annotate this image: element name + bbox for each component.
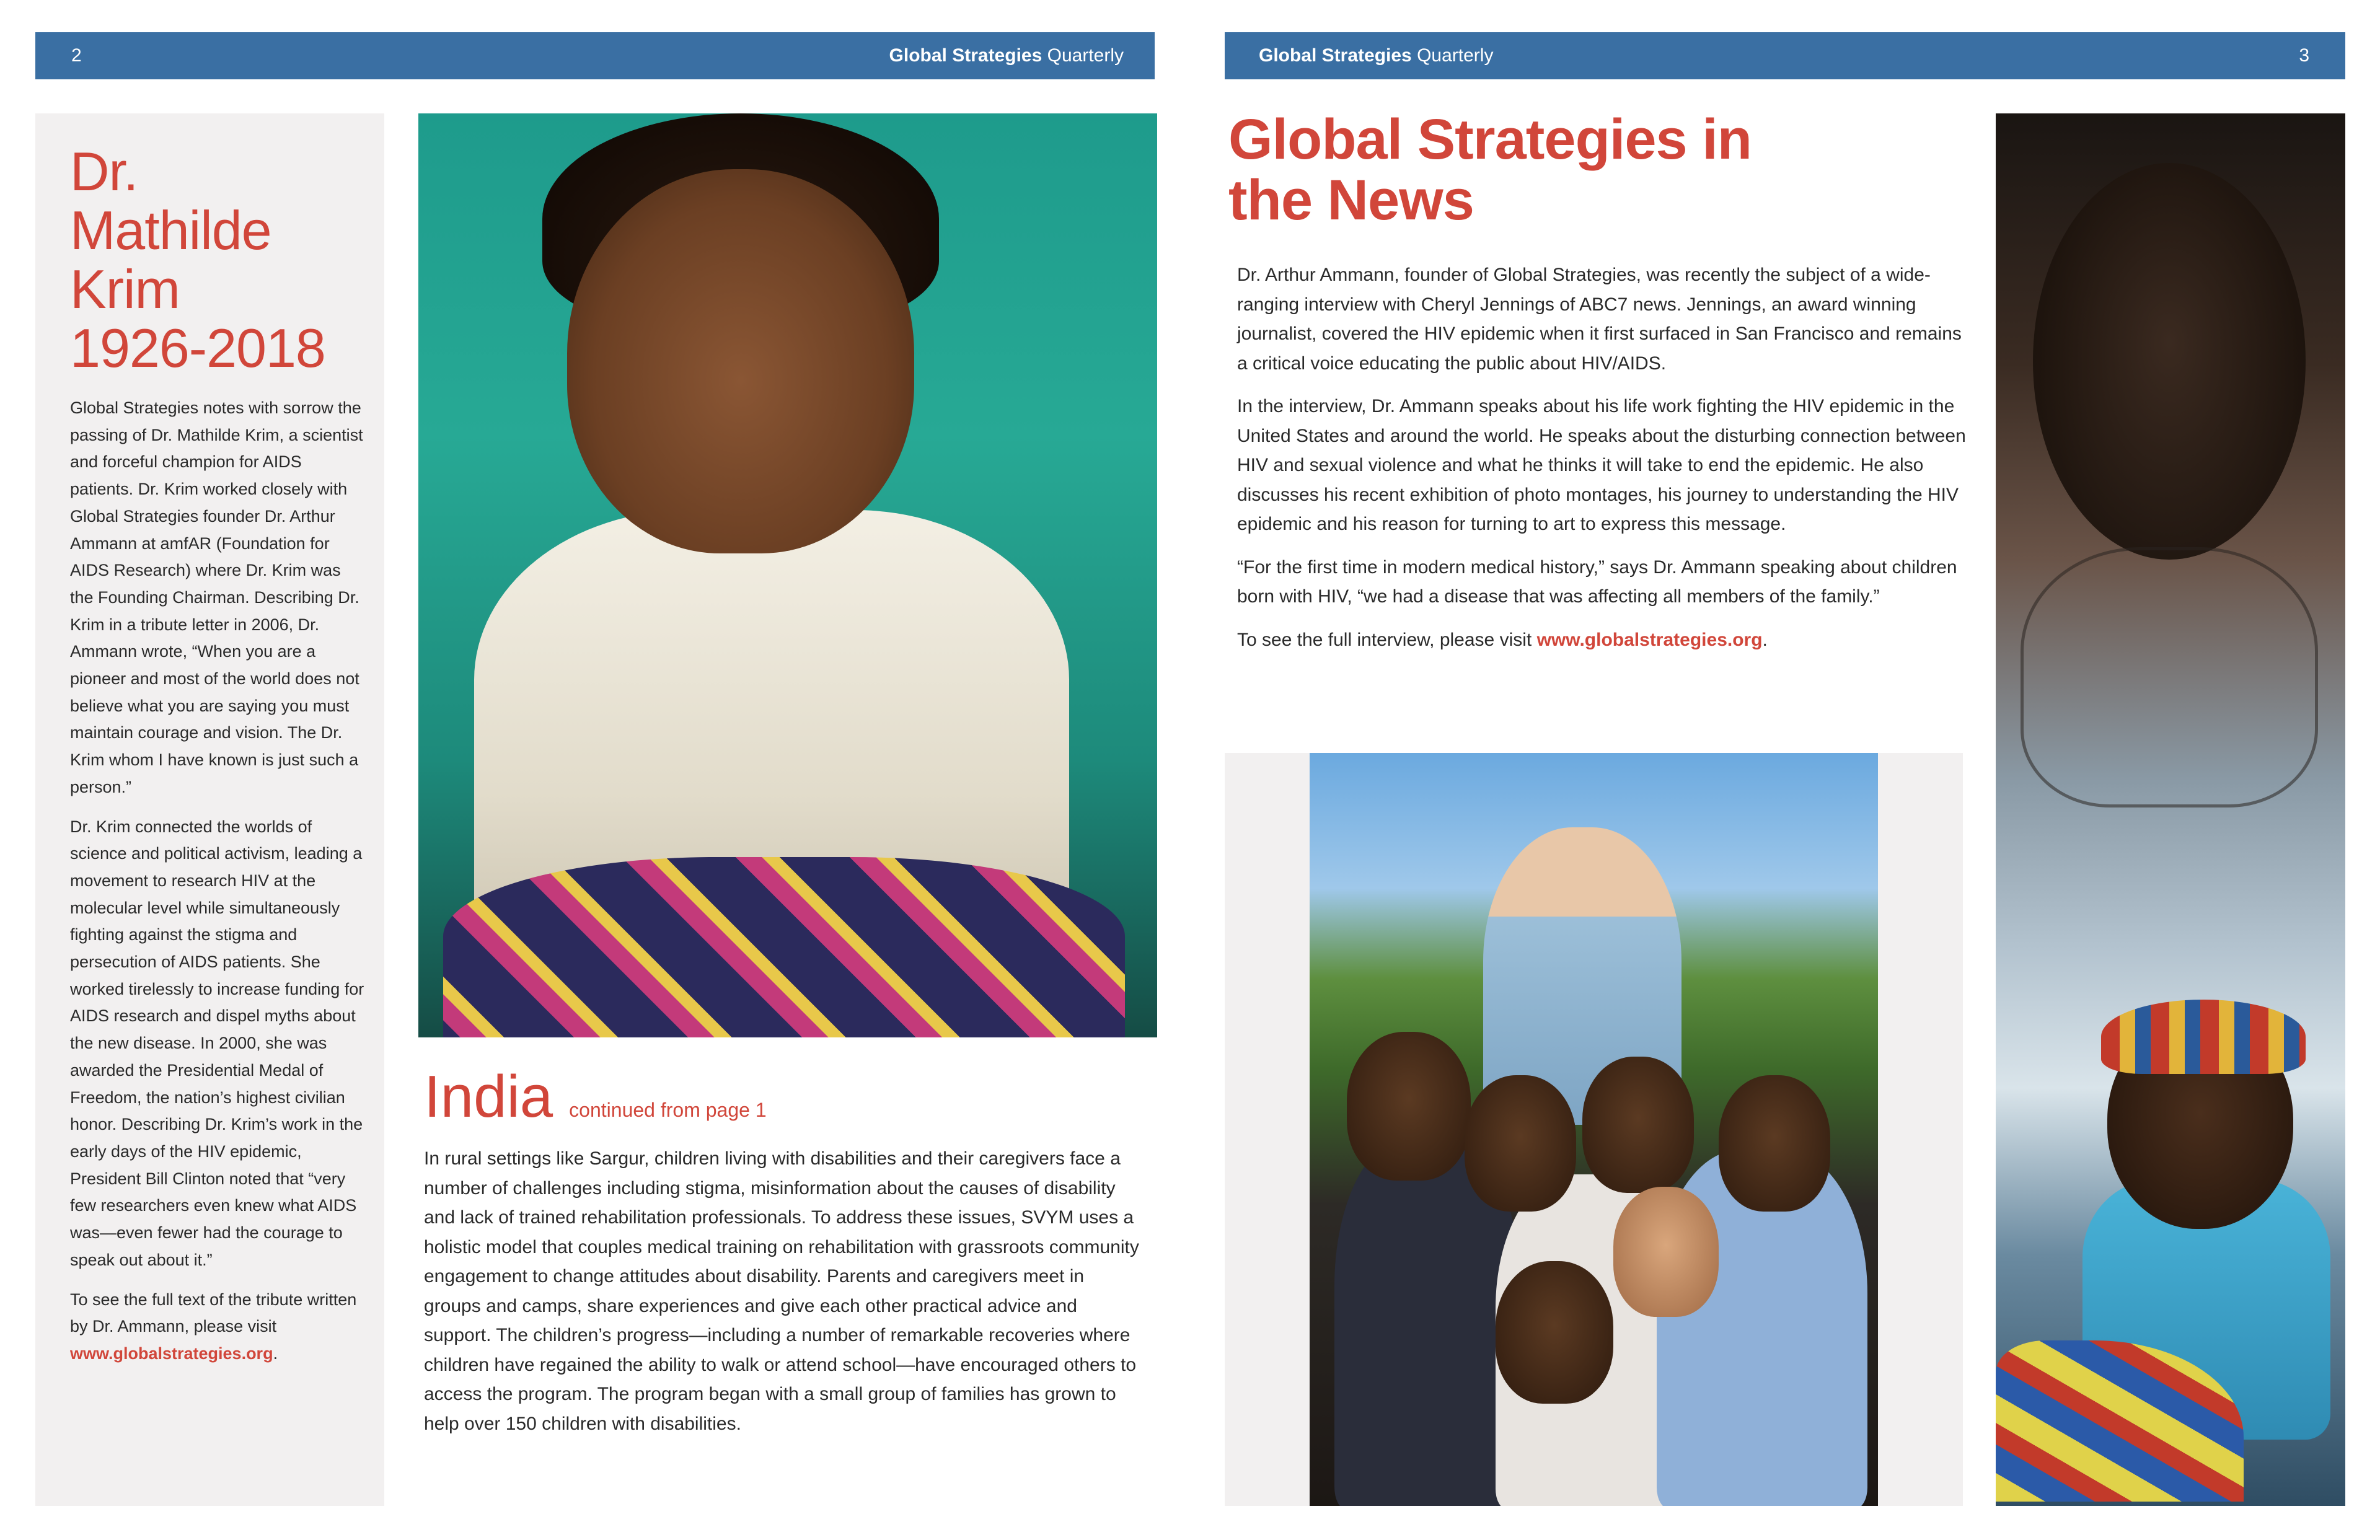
krim-title-line: Mathilde bbox=[70, 200, 271, 261]
india-heading bbox=[424, 1063, 1143, 1130]
brand-bold-left: Global Strategies bbox=[889, 45, 1042, 66]
news-website-link[interactable]: www.globalstrategies.org bbox=[1536, 629, 1763, 650]
krim-title bbox=[70, 142, 368, 377]
montage-art-photo bbox=[1996, 113, 2345, 1506]
art-scarf-shape bbox=[2101, 1000, 2306, 1074]
page-header-left bbox=[35, 32, 1155, 79]
brand-bold-right: Global Strategies bbox=[1259, 45, 1412, 66]
news-paragraph: Dr. Arthur Ammann, founder of Global Strategies, was recently the subject of a wide-ranging interview with Cheryl Jennings of ABC7 news. Jennings, an award winning journalist, covered the HIV epidemic when it first surfaced in San Francisco and remains a critical voice educating the public about HIV/AIDS. bbox=[1237, 265, 1962, 374]
smiling-girl-photo bbox=[418, 113, 1157, 1037]
krim-paragraph-link bbox=[70, 1287, 368, 1368]
india-title: India bbox=[424, 1063, 553, 1130]
girl-face-shape bbox=[567, 169, 914, 553]
news-paragraph: In the interview, Dr. Ammann speaks about his life work fighting the HIV epidemic in the United States and around the world. He speaks about the disturbing connection between HIV and sexual violence and what he thinks it will take to end the epidemic. He also discusses his recent exhibition of photo montages, his journey to understanding the HIV epidemic and his reason for turning to art to express this message. bbox=[1237, 396, 1966, 534]
girl-skirt-shape bbox=[443, 857, 1125, 1037]
krim-website-link[interactable]: www.globalstrategies.org bbox=[70, 1344, 273, 1363]
brand-light-left: Quarterly bbox=[1047, 45, 1124, 66]
krim-link-end: . bbox=[273, 1344, 278, 1363]
news-paragraph: “For the first time in modern medical history,” says Dr. Ammann speaking about children born with HIV, “we had a disease that was affecting all members of the family.” bbox=[1237, 557, 1957, 607]
news-paragraph-link bbox=[1237, 625, 1968, 655]
news-title-line: the News bbox=[1228, 169, 1474, 232]
art-face-shape bbox=[2033, 163, 2306, 560]
krim-body bbox=[70, 395, 368, 1368]
krim-title-line: 1926-2018 bbox=[70, 317, 325, 379]
krim-link-lead: To see the full text of the tribute written by Dr. Ammann, please visit bbox=[70, 1290, 357, 1336]
kid-face-shape bbox=[1719, 1075, 1830, 1212]
publication-name-right bbox=[1259, 45, 1493, 66]
krim-title-line: Dr. bbox=[70, 141, 138, 202]
news-link-lead: To see the full interview, please visit bbox=[1237, 629, 1537, 650]
kid-face-shape bbox=[1347, 1032, 1471, 1181]
krim-paragraph: Global Strategies notes with sorrow the passing of Dr. Mathilde Krim, a scientist and forceful champion for AIDS patients. Dr. Krim worked closely with Global Strategies founder Dr. Arthur Ammann at amfAR (Foundation for AIDS Research) where Dr. Krim was the Founding Chairman. Describing Dr. Krim in a tribute letter in 2006, Dr. Ammann wrote, “When you are a pioneer and most of the world does not believe what you are saying you must maintain courage and vision. The Dr. Krim whom I have known is just such a person.” bbox=[70, 398, 363, 796]
page-header-right bbox=[1225, 32, 2345, 79]
india-continued-label: continued from page 1 bbox=[569, 1099, 767, 1121]
page-number-left: 2 bbox=[71, 45, 82, 66]
india-paragraph: In rural settings like Sargur, children living with disabilities and their caregivers face a number of challenges including stigma, misinformation about the causes of disability and lack of trained rehabilitation professionals. To address these issues, SVYM uses a holistic model that couples medical training on rehabilitation with grassroots community engagement to change attitudes about disability. Parents and caregivers meet in groups and camps, share experiences and give each other practical advice and support. The children’s progress—including a number of remarkable recoveries where children have regained the ability to walk or attend school—have encouraged others to access the program. The program began with a small group of families has grown to help over 150 children with disabilities. bbox=[424, 1148, 1139, 1434]
kid-face-shape bbox=[1465, 1075, 1576, 1212]
publication-name-left bbox=[889, 45, 1124, 66]
krim-sidebar-content bbox=[70, 142, 368, 1380]
kid-face-shape bbox=[1582, 1057, 1694, 1193]
page-number-right: 3 bbox=[2299, 45, 2309, 66]
children-group-photo bbox=[1310, 753, 1878, 1506]
krim-sidebar bbox=[35, 113, 384, 1506]
news-body bbox=[1237, 260, 1968, 668]
news-title-line: Global Strategies in bbox=[1228, 108, 1752, 171]
krim-title-line: Krim bbox=[70, 258, 180, 320]
brand-light-right: Quarterly bbox=[1417, 45, 1494, 66]
india-article bbox=[424, 1063, 1143, 1438]
kid-face-shape bbox=[1613, 1187, 1719, 1317]
krim-paragraph: Dr. Krim connected the worlds of science and political activism, leading a movement to research HIV at the molecular level while simultaneously fighting against the stigma and persecution of AIDS patients. She worked tirelessly to increase funding for AIDS research and dispel myths about the new disease. In 2000, she was awarded the Presidential Medal of Freedom, the nation’s highest civilian honor. Describing Dr. Krim’s work in the early days of the HIV epidemic, President Bill Clinton noted that “very few researchers even knew what AIDS was—even fewer had the courage to speak out about it.” bbox=[70, 817, 364, 1269]
news-link-end: . bbox=[1762, 629, 1768, 650]
kid-face-shape bbox=[1496, 1261, 1613, 1404]
art-hand-shape bbox=[2021, 547, 2318, 807]
news-title bbox=[1228, 109, 1786, 231]
